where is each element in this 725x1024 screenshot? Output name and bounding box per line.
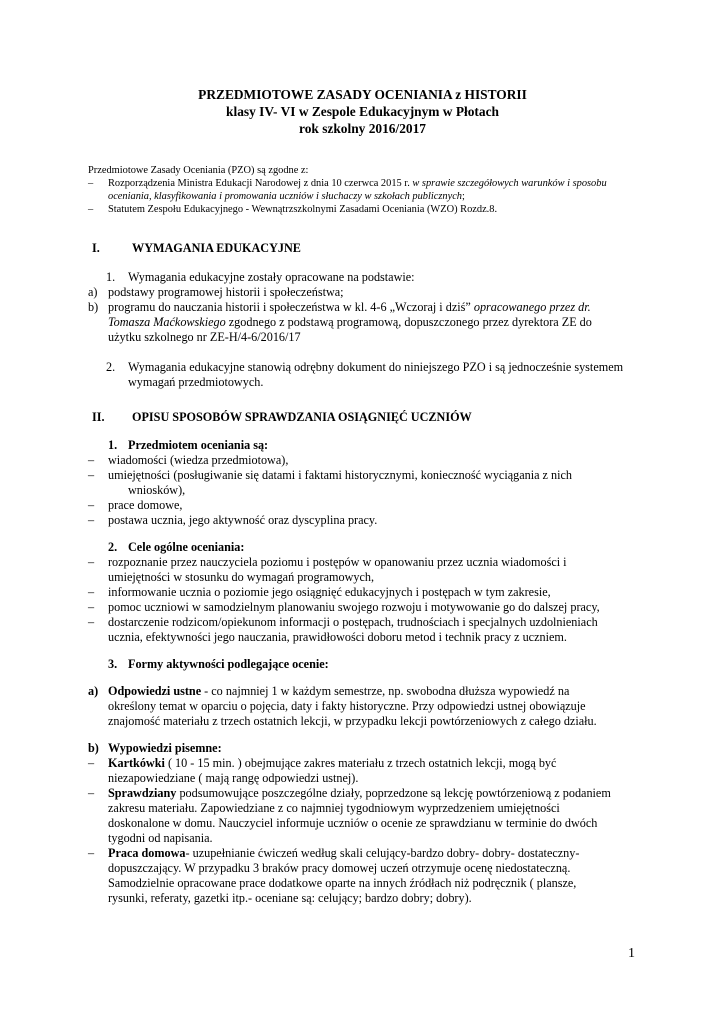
term-bold: Odpowiedzi ustne <box>108 684 202 698</box>
list-marker: a) <box>88 285 98 299</box>
dash-marker: – <box>88 585 95 599</box>
list-text: prace domowe, <box>108 498 183 512</box>
list-text: rysunki, referaty, gazetki itp.- oceniane są: celujący; bardzo dobry; dobry). <box>108 891 472 905</box>
document-title-line-2: klasy IV- VI w Zespole Edukacyjnym w Płotach <box>226 104 499 119</box>
list-text: dopuszczający. W przypadku 3 braków pracy domowej uczeń otrzymuje ocenę niedostateczną. <box>108 861 571 875</box>
heading-text: Formy aktywności podlegające ocenie: <box>128 657 329 671</box>
list-text: podsumowujące poszczególne działy, poprzedzone są lekcję powtórzeniową z podaniem <box>176 786 611 800</box>
section-number: I. <box>92 241 100 255</box>
intro-item <box>88 203 648 216</box>
list-marker: a) <box>88 684 99 698</box>
dash-marker: – <box>88 615 95 629</box>
term-bold: Kartkówki <box>108 756 165 770</box>
list-item <box>88 498 648 513</box>
list-marker: 3. <box>108 657 118 671</box>
page-number: 1 <box>628 946 635 961</box>
intro-item <box>88 177 648 203</box>
list-text: tygodni od napisania. <box>108 831 213 845</box>
list-text: - uzupełnianie ćwiczeń według skali celujący-bardzo dobry- dobry- dostateczny- <box>185 846 580 860</box>
list-text: użytku szkolnego nr ZE-H/4-6/2016/17 <box>108 330 301 344</box>
list-item <box>88 513 648 528</box>
list-item <box>88 615 648 645</box>
list-item <box>88 300 648 345</box>
list-item <box>88 846 648 906</box>
list-text: Samodzielnie opracowane prace dodatkowe oparte na innych źródłach niż podręcznik ( plansze, <box>108 876 577 890</box>
list-text: programu do nauczania historii i społeczeństwa w kl. 4-6 „Wczoraj i dziś” <box>108 300 471 314</box>
list-item <box>88 285 648 300</box>
list-text: zakresu materiału. Zapowiedziane z co najmniej tygodniowym wyprzedzeniem umiejętności <box>108 801 560 815</box>
list-text: rozpoznanie przez nauczyciela poziomu i postępów w opanowaniu przez ucznia wiadomości i <box>108 555 567 569</box>
list-marker: 1. <box>108 438 118 452</box>
intro-item-cont: oceniania, klasyfikowania i promowania uczniów i słuchaczy w szkołach publicznych <box>108 191 463 202</box>
term-bold: Sprawdziany <box>108 786 177 800</box>
section-title: WYMAGANIA EDUKACYJNE <box>132 241 301 255</box>
list-text: umiejętności (posługiwanie się datami i faktami historycznymi, konieczność wyciągania z nich <box>108 468 572 482</box>
dash-marker: – <box>88 555 95 569</box>
dash-marker: – <box>88 846 95 860</box>
dash-marker: – <box>88 600 95 614</box>
heading-text: Wypowiedzi pisemne: <box>108 741 222 755</box>
section-2-heading <box>92 410 472 425</box>
list-text: postawa ucznia, jego aktywność oraz dyscyplina pracy. <box>108 513 378 527</box>
list-text: Wymagania edukacyjne zostały opracowane na podstawie: <box>128 270 415 284</box>
list-item <box>88 468 648 498</box>
dash-marker: – <box>88 513 95 527</box>
list-text-italic: opracowanego przez dr. <box>473 300 591 314</box>
list-text: znajomość materiału z trzech ostatnich lekcji, w przypadku lekcji powtórzeniowych z całego działu. <box>108 714 597 728</box>
list-text: doskonalone w domu. Nauczyciel informuje uczniów o ocenie ze sprawdzianu w terminie do dwóch <box>108 816 598 830</box>
section-1-heading <box>92 241 301 256</box>
term-bold: Praca domowa <box>108 846 186 860</box>
document-title-line-1: PRZEDMIOTOWE ZASADY OCENIANIA z HISTORII <box>198 87 527 102</box>
list-marker: 2. <box>106 360 116 374</box>
intro-item-tail: ; <box>462 191 465 202</box>
list-item <box>88 585 648 600</box>
dash-marker: – <box>88 468 95 482</box>
list-text: Wymagania edukacyjne stanowią odrębny dokument do niniejszego PZO i są jednocześnie systemem <box>128 360 624 374</box>
list-item <box>88 684 648 729</box>
heading-text: Cele ogólne oceniania: <box>128 540 245 554</box>
list-text: - co najmniej 1 w każdym semestrze, np. swobodna dłuższa wypowiedź na <box>201 684 570 698</box>
section-2-body <box>88 438 648 906</box>
heading-text: Przedmiotem oceniania są: <box>128 438 269 452</box>
list-text: umiejętności w stosunku do wymagań programowych, <box>108 570 375 584</box>
list-text: określony temat w oparciu o pojęcia, daty i fakty historyczne. Przy odpowiedzi ustnej obowiązuje <box>108 699 586 713</box>
list-text: wniosków), <box>128 483 186 497</box>
intro-item-text: Statutem Zespołu Edukacyjnego - Wewnątrzszkolnymi Zasadami Oceniania (WZO) Rozdz.8. <box>108 204 498 215</box>
intro-item-text: Rozporządzenia Ministra Edukacji Narodowej z dnia 10 czerwca 2015 r. <box>108 178 410 189</box>
list-text: wymagań przedmiotowych. <box>128 375 264 389</box>
section-title: OPISU SPOSOBÓW SPRAWDZANIA OSIĄGNIĘĆ UCZNIÓW <box>132 410 472 424</box>
list-text: pomoc uczniowi w samodzielnym planowaniu swojego rozwoju i motywowanie go do dalszej pracy, <box>108 600 600 614</box>
list-item <box>88 270 648 285</box>
list-text: niezapowiedziane ( mają rangę odpowiedzi ustnej). <box>108 771 359 785</box>
dash-marker: – <box>88 756 95 770</box>
list-marker: b) <box>88 741 99 755</box>
dash-marker: – <box>88 453 95 467</box>
list-item <box>88 600 648 615</box>
list-text: ( 10 - 15 min. ) obejmujące zakres materiału z trzech ostatnich lekcji, mogą być <box>164 756 557 770</box>
list-item <box>88 555 648 585</box>
dash-marker: – <box>88 786 95 800</box>
list-item <box>88 786 648 846</box>
dash-marker: – <box>88 498 95 512</box>
list-text: wiadomości (wiedza przedmiotowa), <box>108 453 289 467</box>
list-text: ucznia, efektywności jego nauczania, prawidłowości doboru metod i technik pracy z uczniem. <box>108 630 567 644</box>
list-text: informowanie ucznia o poziomie jego osiągnięć edukacyjnych i postępach w tym zakresie, <box>108 585 551 599</box>
intro-lead: Przedmiotowe Zasady Oceniania (PZO) są zgodne z: <box>88 165 309 176</box>
dash-marker: – <box>88 204 94 215</box>
subsection-heading <box>88 438 648 453</box>
dash-marker: – <box>88 178 94 189</box>
list-item <box>88 756 648 786</box>
document-title-line-3: rok szkolny 2016/2017 <box>299 121 426 136</box>
list-text-italic: Tomasza Maćkowskiego <box>108 315 226 329</box>
list-text: podstawy programowej historii i społeczeństwa; <box>108 285 344 299</box>
section-1-body <box>88 270 648 390</box>
list-item <box>88 360 648 390</box>
subsection-heading <box>88 540 648 555</box>
intro-item-italic: w sprawie szczegółowych warunków i sposobu <box>409 178 607 189</box>
list-marker: 2. <box>108 540 118 554</box>
list-item <box>88 453 648 468</box>
list-item <box>88 741 648 756</box>
list-marker: 1. <box>106 270 116 284</box>
list-marker: b) <box>88 300 99 314</box>
intro-block <box>88 164 648 216</box>
list-text: dostarczenie rodzicom/opiekunom informacji o postępach, trudnościach i specjalnych uzdolnieniach <box>108 615 598 629</box>
subsection-heading <box>88 657 648 672</box>
list-text: zgodnego z podstawą programową, dopuszczonego przez dyrektora ZE do <box>225 315 592 329</box>
section-number: II. <box>92 410 105 424</box>
